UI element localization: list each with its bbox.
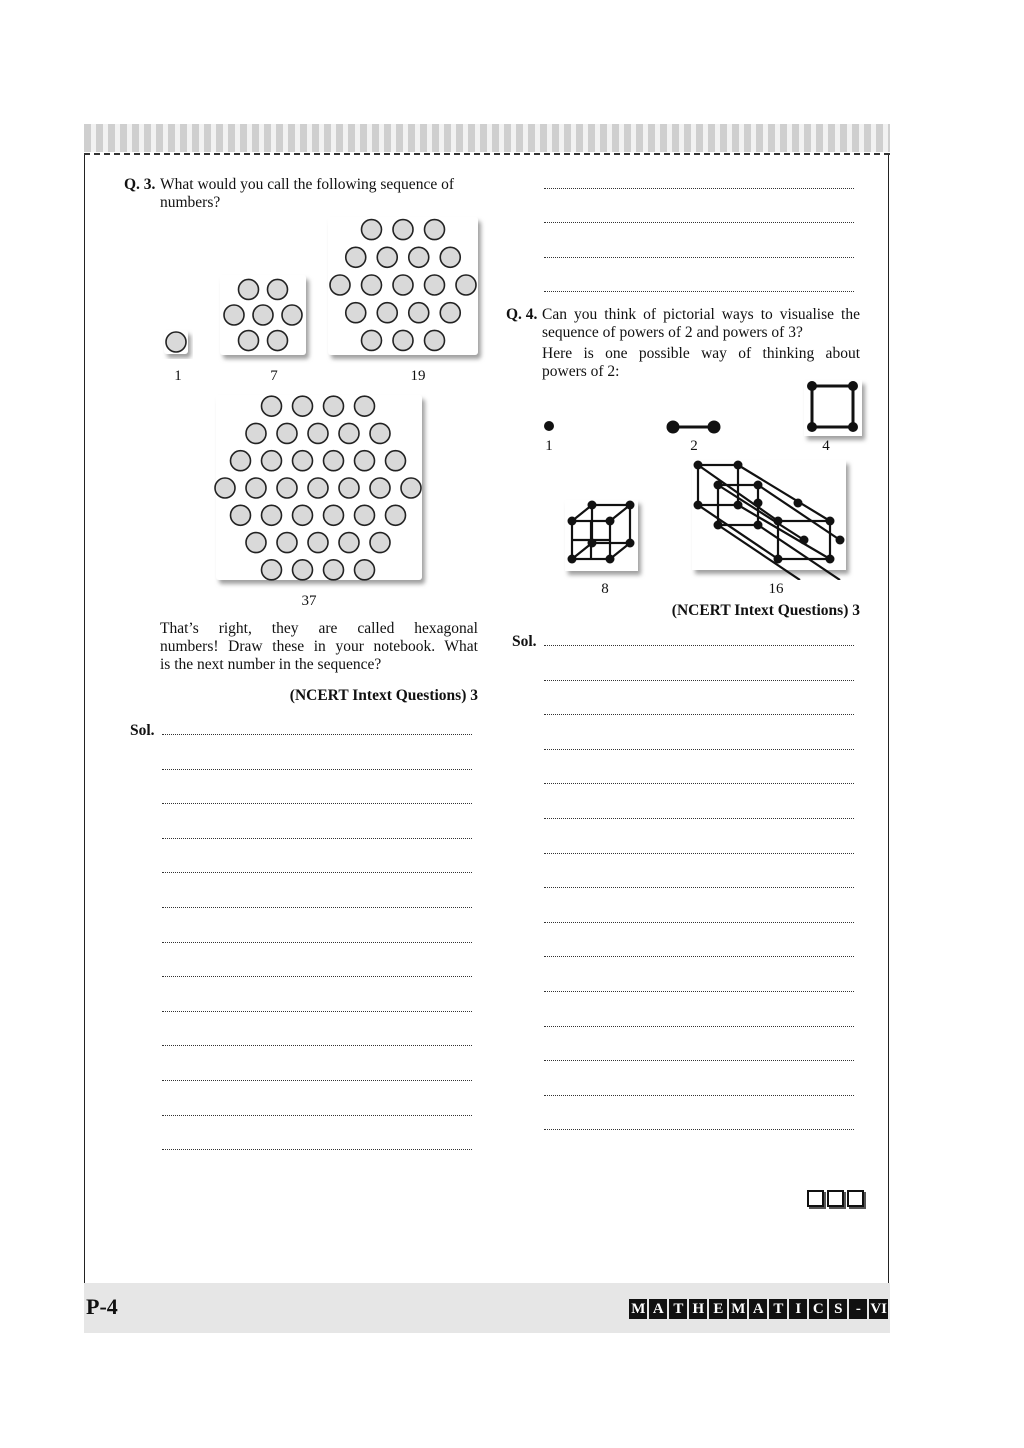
answer-line[interactable] (162, 803, 472, 804)
q4-number: Q. 4. (506, 306, 538, 323)
q4-sol-label: Sol. (512, 633, 537, 650)
answer-line[interactable] (162, 976, 472, 977)
power-8-cube (565, 500, 638, 571)
q4-label-2: 2 (690, 438, 698, 454)
brand-letter: T (669, 1299, 687, 1319)
brand-letter: M (631, 1301, 646, 1317)
answer-line[interactable] (544, 1026, 854, 1027)
brand-letter: A (749, 1299, 767, 1319)
answer-line[interactable] (162, 1045, 472, 1046)
q3-answer-line-1: That’s right, they are called hexagonal (160, 620, 478, 637)
q3-sol-label: Sol. (130, 722, 155, 739)
answer-line[interactable] (162, 1080, 472, 1081)
answer-line[interactable] (162, 942, 472, 943)
brand-letter: C (809, 1299, 827, 1319)
answer-line[interactable] (544, 818, 854, 819)
q3-answer-line-2: numbers! Draw these in your notebook. What (160, 638, 478, 655)
right-border (888, 155, 889, 1283)
brand-letter: I (789, 1299, 807, 1319)
power-16-tesseract (692, 460, 846, 580)
answer-line[interactable] (544, 680, 854, 681)
answer-line[interactable] (544, 1095, 854, 1096)
answer-line[interactable] (162, 872, 472, 873)
answer-line[interactable] (544, 714, 854, 715)
q4-line-4: powers of 2: (542, 363, 620, 380)
brand-letter: S (829, 1299, 847, 1319)
left-border (84, 155, 85, 1283)
brand-letter: T (769, 1299, 787, 1319)
q4-source: (NCERT Intext Questions) 3 (671, 602, 860, 619)
q3-answer-line-3: is the next number in the sequence? (160, 656, 382, 673)
q3-source: (NCERT Intext Questions) 3 (289, 687, 478, 704)
power-4-square (804, 380, 862, 436)
q4-label-1: 1 (545, 438, 553, 454)
answer-line[interactable] (544, 956, 854, 957)
brand-letter: M (731, 1301, 746, 1317)
page-number: P-4 (86, 1294, 118, 1319)
q4-label-4: 4 (822, 438, 830, 454)
answer-line[interactable] (544, 853, 854, 854)
answer-line[interactable] (544, 991, 854, 992)
answer-line[interactable] (162, 1149, 472, 1150)
brand-letter: E (709, 1299, 727, 1319)
brand-letter: - (849, 1299, 867, 1319)
q4-label-8: 8 (601, 581, 609, 597)
answer-line[interactable] (544, 188, 854, 189)
end-marker (807, 1190, 864, 1207)
hex-figure-37 (215, 395, 422, 580)
brand-letter: A (649, 1299, 667, 1319)
brand-letter: H (689, 1299, 707, 1319)
q3-label-1: 1 (174, 368, 182, 384)
hex-figure-19 (328, 217, 478, 355)
subject-brand (629, 1299, 888, 1319)
powers-of-two-figure (530, 375, 870, 580)
q3-label-19: 19 (410, 368, 426, 384)
answer-line[interactable] (544, 1129, 854, 1130)
q3-number: Q. 3. (124, 176, 156, 193)
power-2-segment (668, 422, 719, 432)
answer-line[interactable] (544, 887, 854, 888)
q4-label-16: 16 (768, 581, 784, 597)
q3-label-37: 37 (301, 593, 317, 609)
q3-line-2: numbers? (160, 194, 221, 211)
hex-figure-7 (220, 275, 306, 355)
q3-label-7: 7 (270, 368, 278, 384)
answer-line[interactable] (162, 769, 472, 770)
answer-line[interactable] (544, 645, 854, 646)
brand-letter: VI (870, 1301, 887, 1317)
answer-line[interactable] (544, 257, 854, 258)
answer-line[interactable] (162, 838, 472, 839)
answer-line[interactable] (162, 1115, 472, 1116)
q4-line-3: Here is one possible way of thinking about (542, 345, 860, 362)
header-dashed-rule (84, 153, 890, 155)
answer-line[interactable] (162, 1011, 472, 1012)
q3-line-1: What would you call the following sequence of (160, 176, 454, 193)
answer-line[interactable] (544, 222, 854, 223)
answer-line[interactable] (162, 907, 472, 908)
answer-line[interactable] (544, 783, 854, 784)
q4-line-2: sequence of powers of 2 and powers of 3? (542, 324, 803, 341)
answer-line[interactable] (544, 749, 854, 750)
answer-line[interactable] (544, 1060, 854, 1061)
q4-line-1: Can you think of pictorial ways to visualise the (542, 306, 860, 323)
answer-line[interactable] (544, 291, 854, 292)
power-1-point (544, 421, 554, 431)
hexagonal-numbers-figure (150, 205, 500, 605)
hex-figure-1 (164, 330, 188, 354)
answer-line[interactable] (162, 734, 472, 735)
header-stripe (84, 124, 890, 152)
answer-line[interactable] (544, 922, 854, 923)
